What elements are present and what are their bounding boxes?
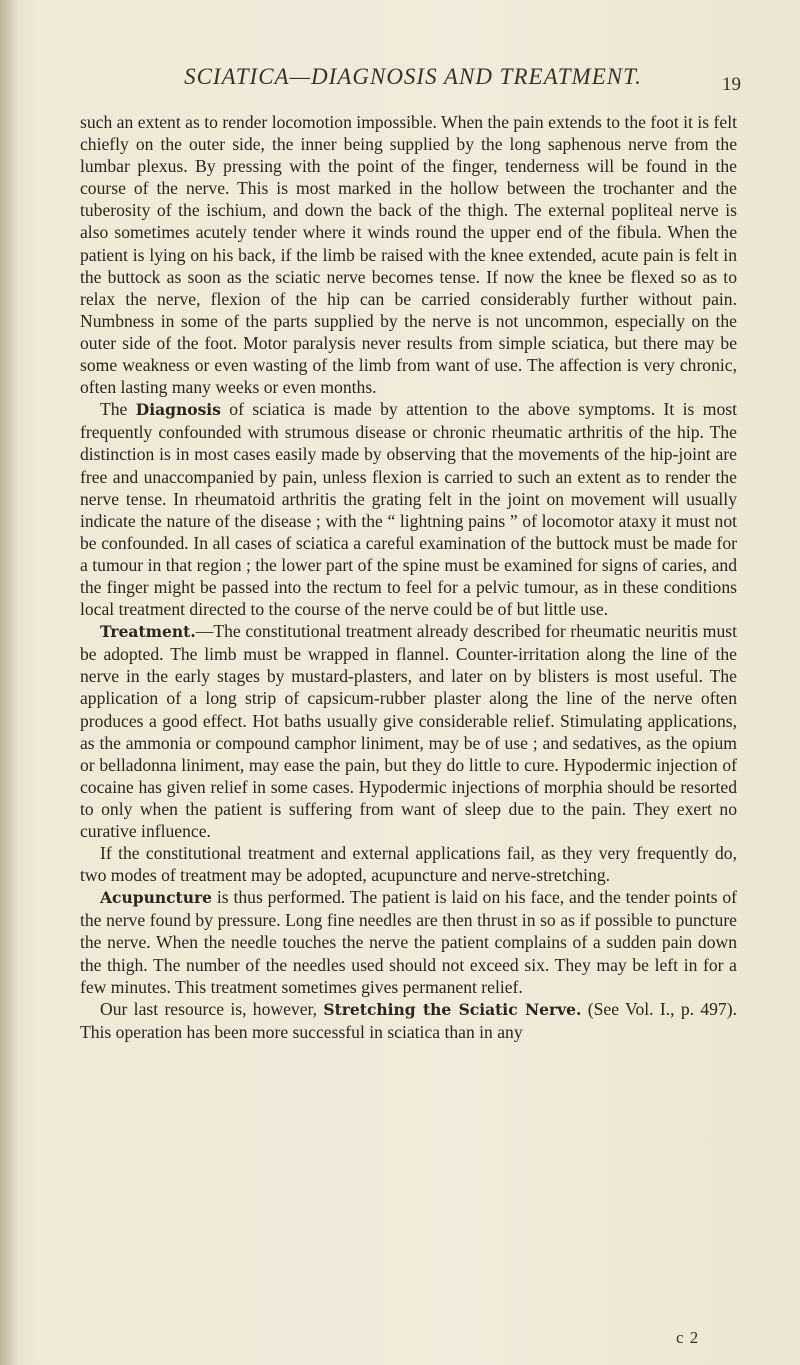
running-head: SCIATICA—DIAGNOSIS AND TREATMENT. [184, 64, 642, 89]
page-header [0, 60, 800, 100]
signature-mark: c 2 [676, 1328, 700, 1347]
paragraph-text: of sciatica is made by attention to the above symptoms. It is most frequently confounded with strumous disease or chronic rheumatic arthritis of the hip. The distinction is in most cases easily made by observing that the movements of the hip-joint are free and unaccompanied by pain, unless flexion is carried to such an extent as to render the nerve tense. In rheumatoid arthritis the grating felt in the joint on movement will usually indicate the nature of the disease ; with the “ lightning pains ” of locomotor ataxy it must not be confounded. In all cases of sciatica a careful examination of the buttock must be made for a tumour in that region ; the lower part of the spine must be examined for signs of caries, and the finger might be passed into the rectum to feel for a pelvic tumour, as in these conditions local treatment directed to the course of the nerve could be of but little use. [80, 399, 737, 620]
paragraph [80, 998, 737, 1043]
paragraph-text: —The constitutional treatment already described for rheumatic neuritis must be adopted. The limb must be wrapped in flannel. Counter-irritation along the line of the nerve in the early stages by mustard-plasters, and later on by blisters is most useful. The application of a long strip of capsicum-rubber plaster along the line of the nerve often produces a good effect. Hot baths usually give considerable relief. Stimulating applications, as the ammonia or compound camphor liniment, may be of use ; and sedatives, as the opium or belladonna liniment, may ease the pain, but they do little to cure. Hypodermic injection of cocaine has given relief in some cases. Hypodermic injections of morphia should be resorted to only when the patient is suffering from want of sleep due to the pain. They exert no curative influence. [80, 621, 737, 841]
paragraph-text: (See Vol. I., p. 497). This operation has been more successful in sciatica than in any [80, 998, 737, 1042]
paragraph [80, 886, 737, 997]
paragraph-text: is thus performed. The patient is laid on his face, and the tender points of the nerve found by pressure. Long fine needles are then thrust in so as if possible to puncture the nerve. When the needle touches the nerve the patient complains of a sudden pain down the thigh. The number of the needles used should not exceed six. They may be left in for a few minutes. This treatment sometimes gives permanent relief. [80, 887, 737, 997]
paragraph [80, 842, 737, 886]
page-number: 19 [722, 74, 741, 95]
paragraph-lead: The [100, 399, 136, 420]
section-heading: Acupuncture [100, 888, 213, 908]
paragraph-text: such an extent as to render locomotion impossible. When the pain extends to the foot it is felt chiefly on the outer side, the inner being supplied by the long saphenous nerve from the lumbar plexus. By pressing with the point of the finger, tenderness will be found in the course of the nerve. This is most marked in the hollow between the trochanter and the tuberosity of the ischium, and down the back of the thigh. The external popliteal nerve is also sometimes acutely tender where it winds round the upper end of the fibula. When the patient is lying on his back, if the limb be raised with the knee extended, acute pain is felt in the buttock as soon as the sciatic nerve becomes tense. If now the knee be flexed so as to relax the nerve, flexion of the hip can be carried considerably further without pain. Numbness in some of the parts supplied by the nerve is not uncommon, especially on the outer side of the foot. Motor paralysis never results from simple sciatica, but there may be some weakness or even wasting of the limb from want of use. The affection is very chronic, often lasting many weeks or even months. [80, 112, 737, 398]
section-heading: Treatment. [100, 622, 196, 642]
section-heading: Stretching the Sciatic Nerve. [323, 999, 582, 1019]
paragraph [80, 111, 737, 398]
paragraph [80, 620, 737, 842]
paragraph-lead: Our last resource is, however, [100, 998, 324, 1019]
section-heading: Diagnosis [135, 400, 221, 420]
body-text [80, 111, 737, 1043]
paragraph-text: If the constitutional treatment and external applications fail, as they very frequently do, two modes of treatment may be adopted, acupuncture and nerve-stretching. [80, 843, 737, 886]
paragraph [80, 398, 737, 620]
spine-shadow [0, 0, 18, 1365]
